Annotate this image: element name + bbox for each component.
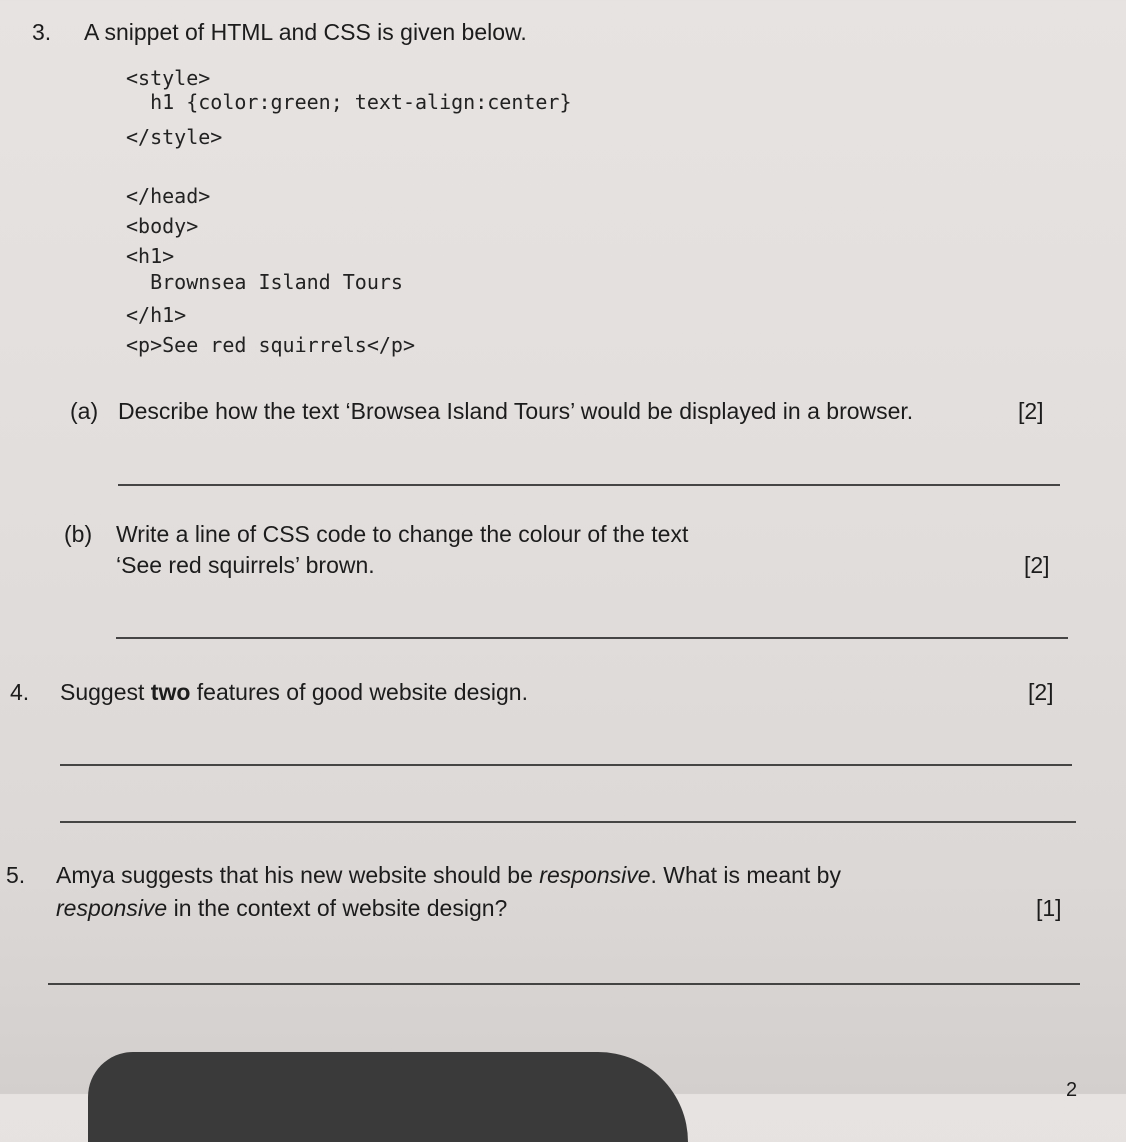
q3a-marks: [2]: [1018, 398, 1044, 424]
answer-line: [60, 764, 1072, 766]
q3b-line2: ‘See red squirrels’ brown.: [116, 552, 375, 578]
q5-line2: responsive in the context of website design?: [56, 895, 508, 921]
code-line: </head>: [126, 184, 211, 208]
answer-line: [48, 983, 1080, 985]
q3a-label: (a): [70, 398, 99, 424]
q3b-marks: [2]: [1024, 552, 1050, 578]
code-line: Brownsea Island Tours: [126, 270, 403, 294]
answer-line: [118, 484, 1060, 486]
code-line: <style>: [126, 66, 211, 90]
code-line: h1 {color:green; text-align:center}: [126, 90, 572, 114]
q3a-text: Describe how the text ‘Browsea Island Tours’ would be displayed in a browser.: [118, 398, 914, 424]
code-line: <h1>: [126, 244, 175, 268]
answer-line: [60, 821, 1076, 823]
photo-shadow: [88, 1052, 688, 1142]
code-line: </h1>: [126, 303, 187, 327]
q4-marks: [2]: [1028, 679, 1054, 705]
code-line: </style>: [126, 125, 223, 149]
q5-number: 5.: [6, 862, 26, 888]
q5-marks: [1]: [1036, 895, 1062, 921]
q3b-line1: Write a line of CSS code to change the colour of the text: [116, 521, 689, 547]
page-number: 2: [1066, 1079, 1078, 1101]
q3-stem: A snippet of HTML and CSS is given below.: [84, 19, 527, 45]
q5-line1: Amya suggests that his new website should be responsive. What is meant by: [56, 862, 841, 888]
q4-number: 4.: [10, 679, 30, 705]
q3b-label: (b): [64, 521, 93, 547]
code-line: <p>See red squirrels</p>: [126, 333, 415, 357]
answer-line: [116, 637, 1068, 639]
q4-text: Suggest two features of good website design.: [60, 679, 528, 705]
q3-number: 3.: [32, 19, 52, 45]
code-line: <body>: [126, 214, 199, 238]
